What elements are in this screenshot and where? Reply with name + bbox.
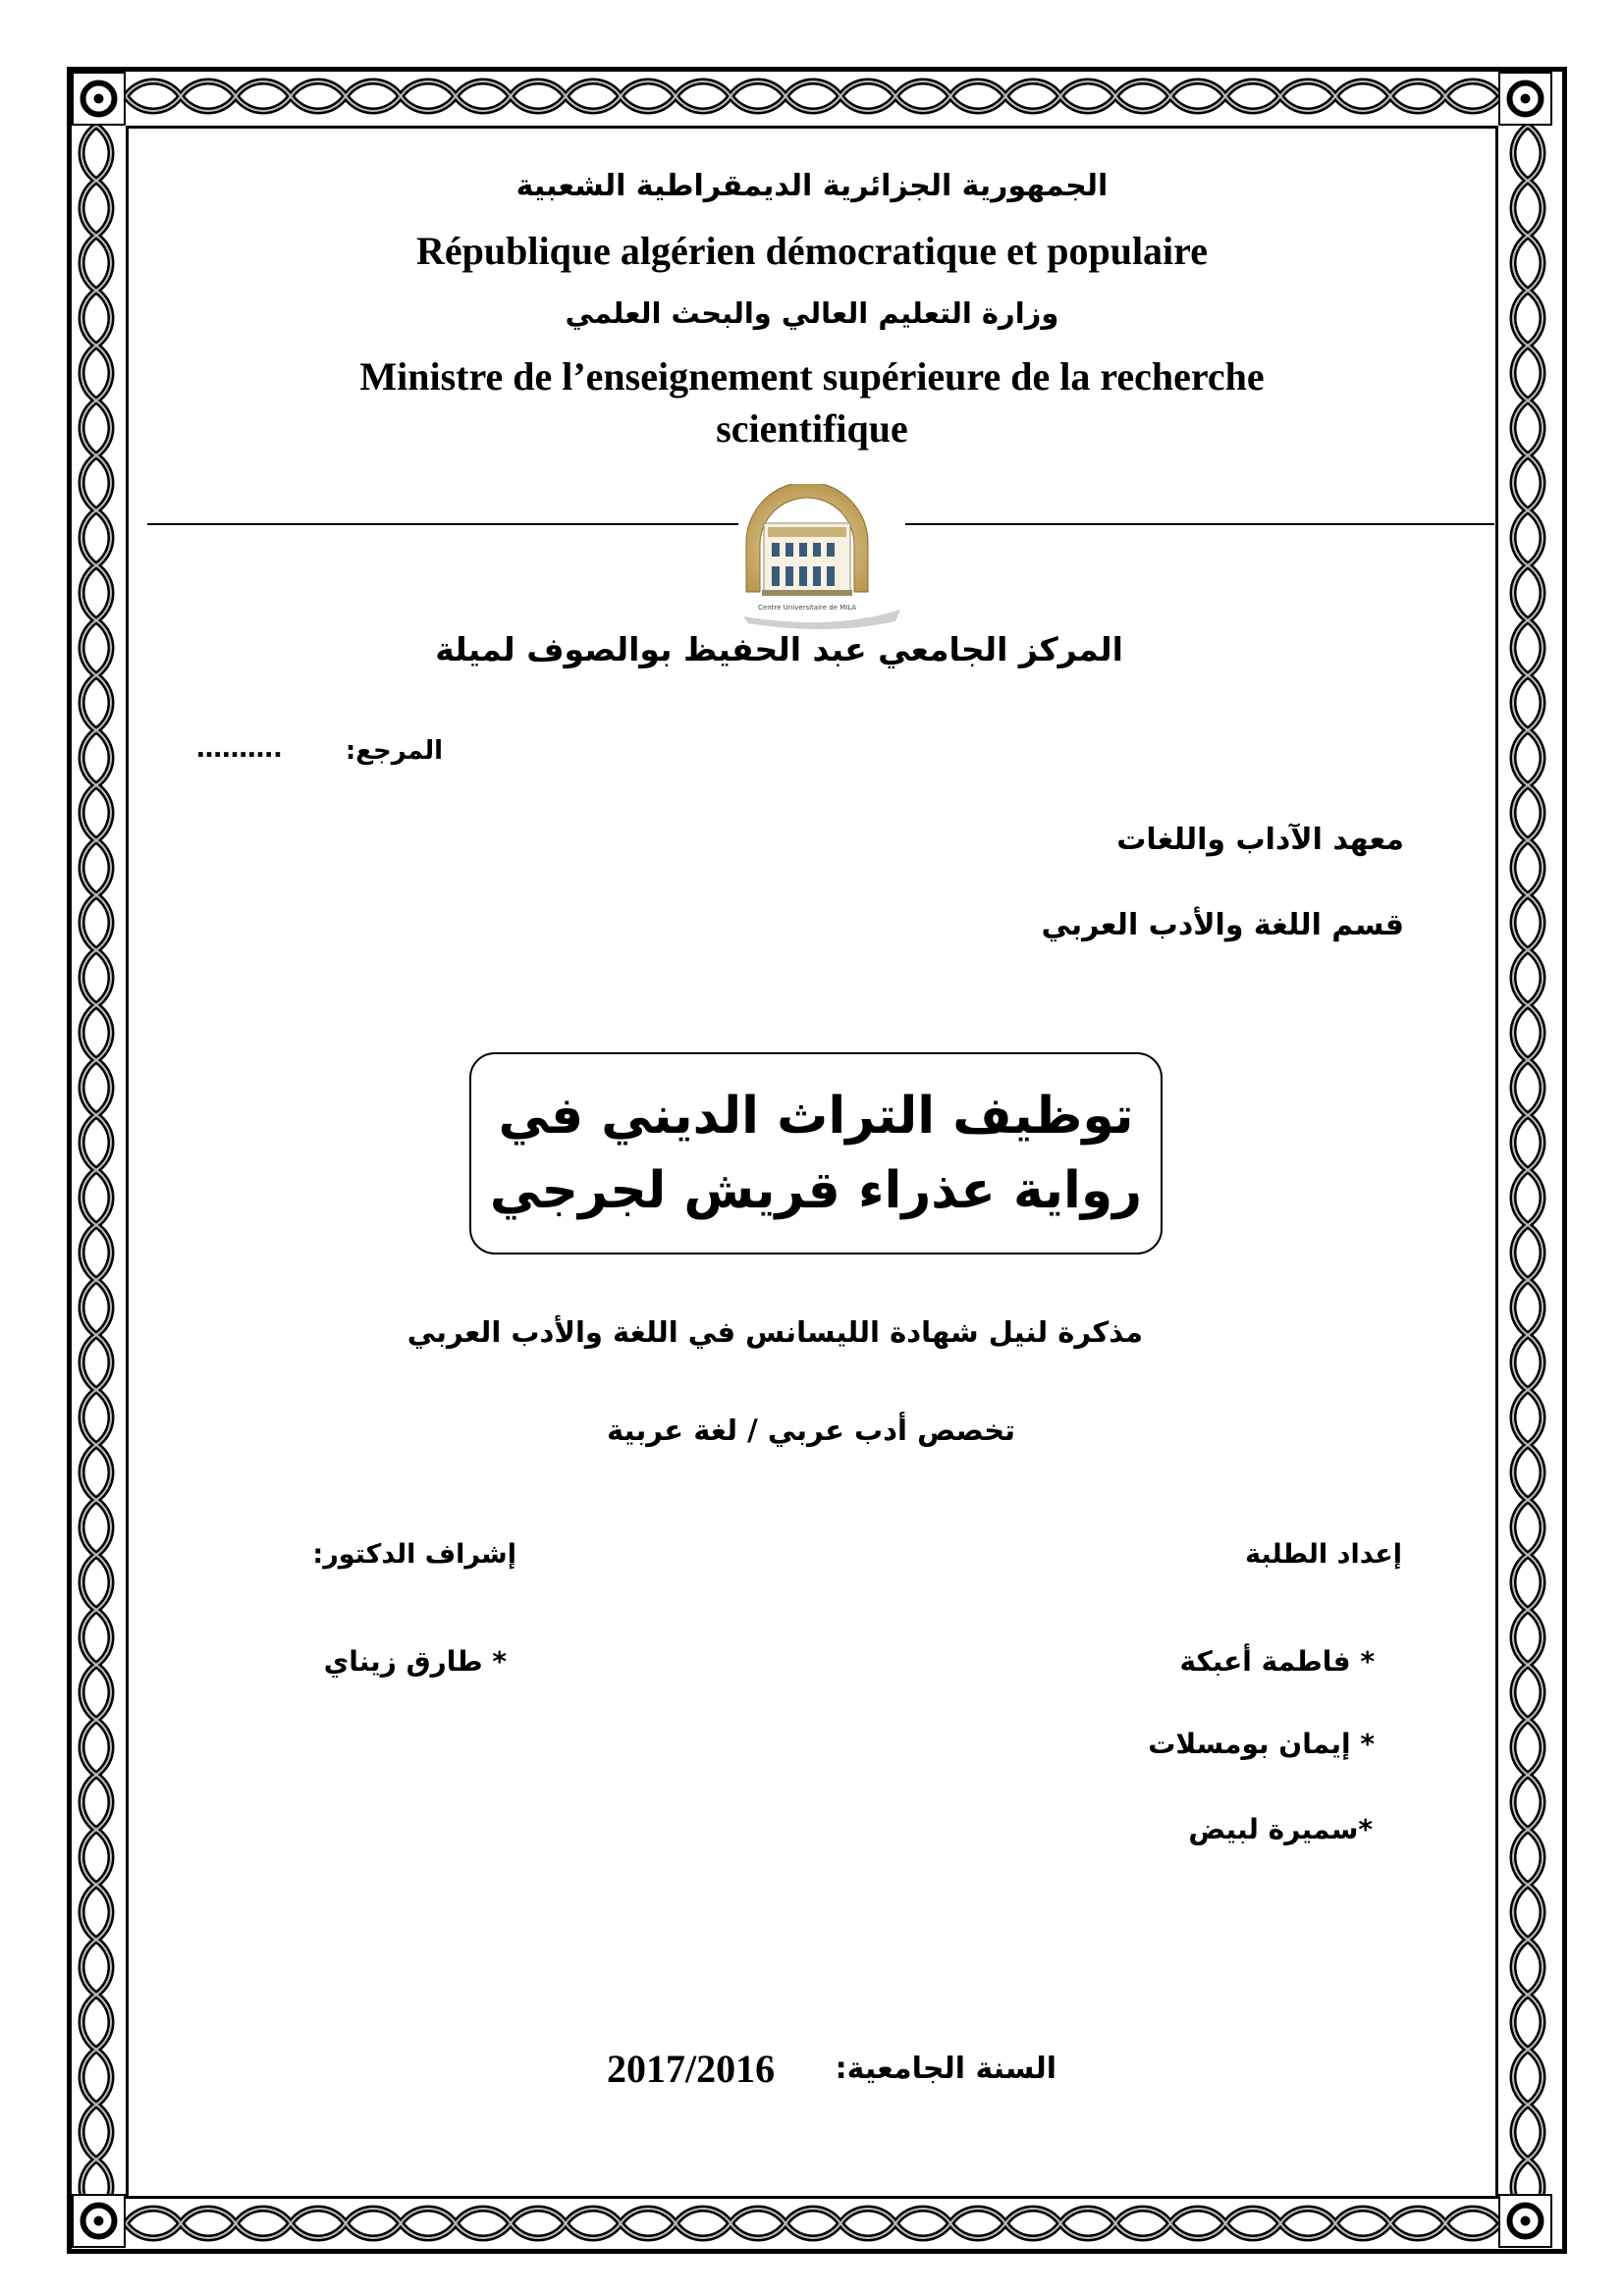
department-name: قسم اللغة والأدب العربي: [1041, 908, 1404, 942]
students-label: إعداد الطلبة: [1245, 1539, 1402, 1570]
student-name-3: *سميرة لبيض: [1188, 1813, 1373, 1845]
chain-pattern-bottom: [126, 2199, 1498, 2248]
logo-caption: Centre Universitaire de MILA: [758, 604, 857, 612]
ministry-french-line1: Ministre de l’enseignement supérieure de la recherche: [359, 354, 1265, 399]
student-name-1: * فاطمة أعبكة: [1179, 1645, 1375, 1678]
republic-arabic: الجمهورية الجزائرية الديمقراطية الشعبية: [515, 169, 1109, 203]
header-divider-left: [147, 523, 738, 525]
corner-ornament-bottom-right-icon: [1498, 2194, 1552, 2248]
thesis-title-line2: رواية عذراء قريش لجرجي: [489, 1161, 1143, 1220]
thesis-title-box: [469, 1052, 1163, 1255]
institute-name: معهد الآداب واللغات: [1116, 823, 1404, 857]
specialty: تخصص أدب عربي / لغة عربية: [606, 1414, 1015, 1447]
thesis-title-line1: توظيف التراث الديني في: [498, 1087, 1134, 1146]
reference-value: ……….: [196, 734, 283, 764]
corner-ornament-bottom-left-icon: [72, 2194, 126, 2248]
header-divider-right: [905, 523, 1494, 525]
supervisor-label: إشراف الدكتور:: [312, 1539, 516, 1570]
republic-french: République algérien démocratique et populaire: [416, 229, 1208, 273]
border-chain-top: [126, 72, 1498, 121]
university-logo: [738, 484, 905, 631]
ministry-arabic: وزارة التعليم العالي والبحث العلمي: [565, 296, 1059, 330]
university-center-name: المركز الجامعي عبد الحفيظ بوالصوف لميلة: [435, 630, 1123, 668]
border-chain-bottom: [126, 2199, 1498, 2248]
ministry-french-line2: scientifique: [716, 406, 908, 451]
student-name-2: * إيمان بومسلات: [1148, 1728, 1375, 1760]
corner-ornament-top-right-icon: [1498, 72, 1552, 126]
chain-pattern-top: [126, 72, 1498, 121]
corner-ornament-top-left-icon: [72, 72, 126, 126]
academic-year-label: السنة الجامعية:: [835, 2052, 1056, 2086]
academic-year-value: 2017/2016: [607, 2047, 776, 2091]
degree-statement: مذكرة لنيل شهادة الليسانس في اللغة والأدب العربي: [406, 1315, 1143, 1349]
reference-label: المرجع:: [345, 736, 443, 766]
supervisor-name: * طارق زيناي: [323, 1645, 507, 1678]
